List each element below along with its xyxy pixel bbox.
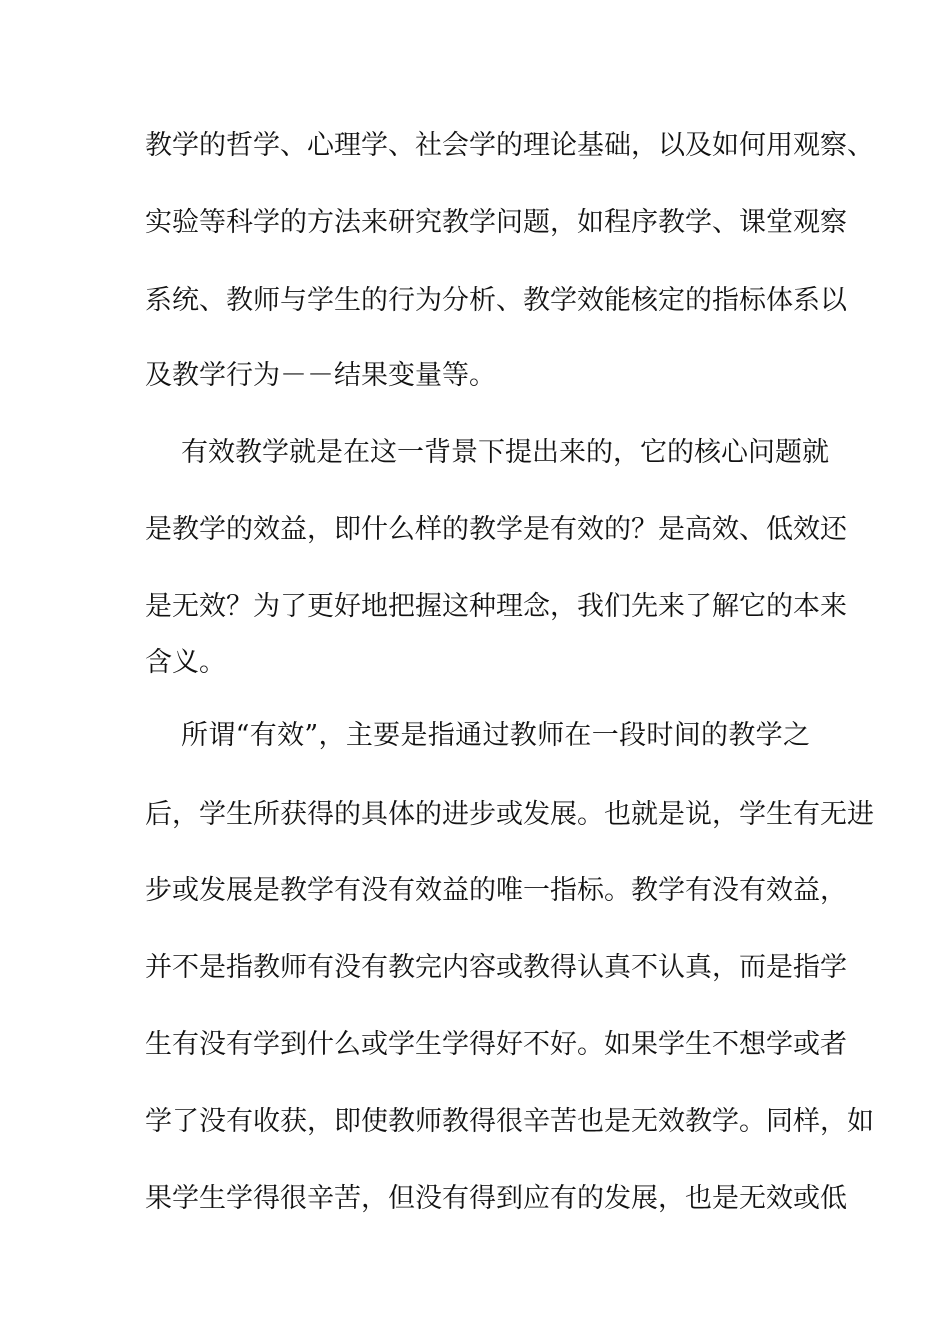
text-line: 有效教学就是在这一背景下提出来的，它的核心问题就 xyxy=(181,437,829,468)
text-line: 学了没有收获，即使教师教得很辛苦也是无效教学。同样，如 xyxy=(145,1106,874,1137)
text-line: 所谓“有效”，主要是指通过教师在一段时间的教学之 xyxy=(181,720,810,751)
text-line: 并不是指教师有没有教完内容或教得认真不认真，而是指学 xyxy=(145,952,847,983)
text-line: 步或发展是教学有没有效益的唯一指标。教学有没有效益， xyxy=(145,875,847,906)
text-line: 实验等科学的方法来研究教学问题，如程序教学、课堂观察 xyxy=(145,207,847,238)
text-line: 系统、教师与学生的行为分析、教学效能核定的指标体系以 xyxy=(145,285,847,316)
text-line: 后，学生所获得的具体的进步或发展。也就是说，学生有无进 xyxy=(145,799,874,830)
text-line: 教学的哲学、心理学、社会学的理论基础，以及如何用观察、 xyxy=(145,130,874,161)
text-line: 是无效？为了更好地把握这种理念，我们先来了解它的本来 xyxy=(145,591,847,622)
text-line: 是教学的效益，即什么样的教学是有效的？是高效、低效还 xyxy=(145,514,847,545)
text-line: 及教学行为－－结果变量等。 xyxy=(145,360,496,391)
text-line: 生有没有学到什么或学生学得好不好。如果学生不想学或者 xyxy=(145,1029,847,1060)
text-line: 果学生学得很辛苦，但没有得到应有的发展，也是无效或低 xyxy=(145,1183,847,1214)
text-line: 含义。 xyxy=(145,647,226,678)
